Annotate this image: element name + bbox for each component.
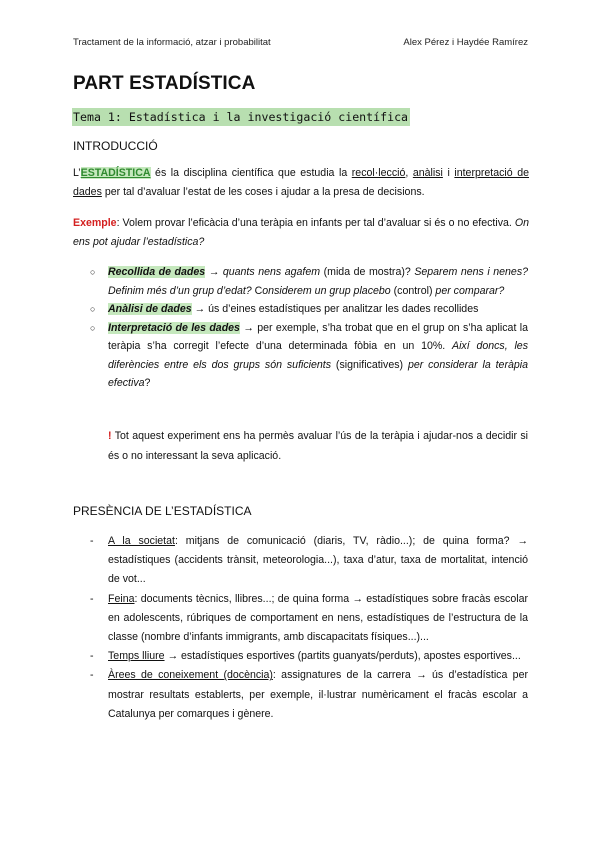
header-authors: Alex Pérez i Haydée Ramírez (403, 37, 528, 48)
dash-bullet-icon: - (90, 535, 94, 547)
text: → ús d’eines estadístiques per analitzar les dades recollides (191, 303, 479, 315)
list-item (90, 647, 528, 666)
intro-definition (73, 164, 529, 202)
item-term: Recollida de dades (108, 266, 206, 278)
text: (mida de mostra)? (320, 266, 415, 278)
text: → (205, 266, 223, 278)
example-label: Exemple (73, 217, 117, 229)
intro-list (90, 263, 528, 393)
text: : assignatures de la carrera → ús d’estadística per mostrar resultats establerts, per exemple, il·lustrar numèricament el fracàs escolar a Catalunya per comarques i gènere. (108, 669, 528, 720)
section-heading-presence: PRESÈNCIA DE L’ESTADÍSTICA (73, 504, 252, 518)
text: C (251, 284, 263, 297)
text: , (405, 167, 413, 179)
example-paragraph (73, 214, 529, 252)
header-course-title: Tractament de la informació, atzar i probabilitat (73, 37, 271, 48)
text: onsiderem un grup placebo (262, 284, 391, 297)
text: per tal d’avaluar l’estat de les coses i ajudar a la presa de decisions. (101, 186, 425, 198)
text: Així doncs, les diferències entre els dos grups són suficients (108, 340, 528, 371)
list-item (90, 532, 528, 590)
text: (significatives) (331, 358, 408, 371)
text: (control) (390, 284, 436, 297)
text: : documents tècnics, llibres...; de quina forma → estadístiques sobre fracàs escolar en adolescents, rúbriques de comportament en nens, estadístiques de l’estructura de la classe (nombre d’infants immigrants, amb discapacitats físiques...)... (108, 592, 528, 644)
list-item (90, 666, 528, 724)
text: Tot aquest experiment ens ha permès avaluar l’ús de la teràpia i ajudar-nos a decidir si és o no interessant la seva aplicació. (108, 430, 528, 462)
dash-bullet-icon: - (90, 650, 94, 663)
item-label: Àrees de coneixement (docència) (108, 669, 273, 682)
text: L’ (73, 167, 81, 179)
topic-title: Tema 1: Estadística i la investigació científica (73, 110, 409, 124)
term-analysis: anàlisi (412, 167, 443, 179)
warning-note (108, 427, 528, 466)
text: quants nens agafem (222, 266, 321, 278)
circle-bullet-icon: ○ (90, 304, 96, 314)
example-question: On ens pot ajudar l’estadística? (73, 217, 529, 248)
text: : Volem provar l’eficàcia d’una teràpia en infants per tal d’avaluar si és o no efectiva. (116, 217, 515, 229)
list-item (90, 590, 528, 648)
presence-list (90, 532, 528, 724)
dash-bullet-icon: - (90, 592, 94, 605)
item-term: Anàlisi de dades (108, 303, 192, 315)
circle-bullet-icon: ○ (90, 267, 96, 277)
text: Separem nens i nenes? Definim més d’un grup d’edat? (108, 266, 529, 297)
dash-bullet-icon: - (90, 669, 94, 682)
text: per considerar la teràpia efectiva (108, 358, 528, 389)
text: → per exemple, s’ha trobat que en el grup on s’ha aplicat la teràpia s’ha corregit l’efecte d’una determinada fòbia en un 10%. (108, 321, 528, 352)
exclamation-icon: ! (108, 430, 112, 442)
item-label: Feina (108, 592, 135, 605)
term-interpretation: interpretació de dades (73, 167, 529, 198)
text: i (442, 167, 455, 179)
circle-bullet-icon: ○ (90, 322, 96, 333)
text: ? (144, 377, 151, 389)
list-item (90, 263, 528, 300)
text: : mitjans de comunicació (diaris, TV, ràdio...); de quina forma? → estadístiques (accidents trànsit, meteorologia...), taxa d’atur, taxa de mortalitat, intenció de vot... (108, 535, 528, 586)
text: per comparar? (435, 284, 505, 297)
page-title: PART ESTADÍSTICA (73, 73, 256, 94)
section-heading-intro: INTRODUCCIÓ (73, 139, 158, 153)
item-term: Interpretació de les dades (108, 321, 240, 334)
text: → estadístiques esportives (partits guanyats/perduts), apostes esportives... (164, 650, 521, 663)
list-item (90, 319, 528, 393)
item-label: A la societat (108, 535, 175, 547)
item-label: Temps lliure (108, 650, 165, 663)
term-estadistica: ESTADÍSTICA (80, 167, 151, 179)
list-item (90, 300, 528, 319)
text: és la disciplina científica que estudia la (150, 167, 352, 179)
term-recollection: recol·lecció (351, 167, 406, 179)
